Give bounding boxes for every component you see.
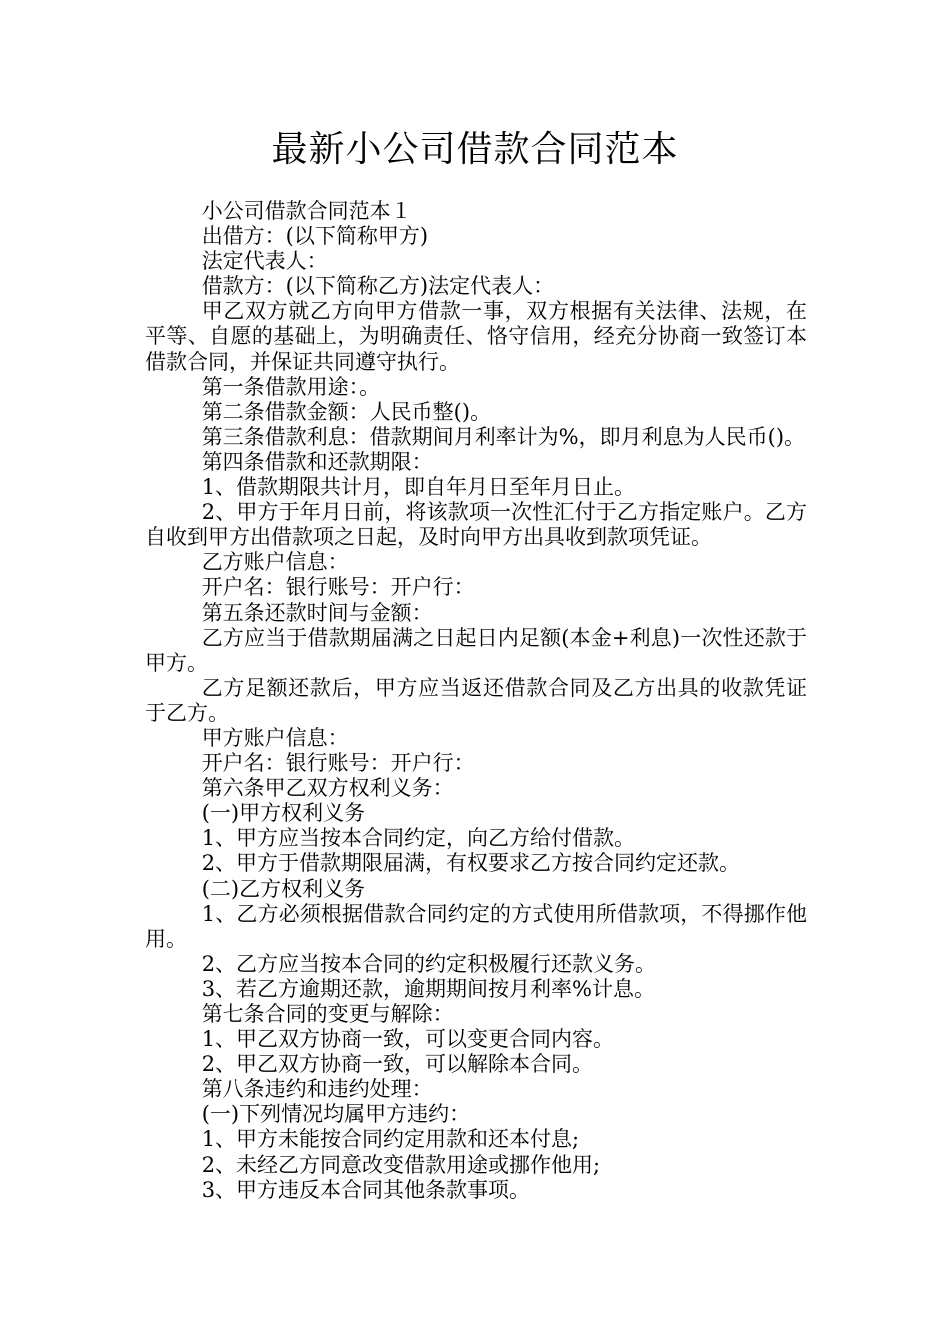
paragraph: 2、未经乙方同意改变借款用途或挪作他用; <box>201 1152 601 1177</box>
paragraph: 2、甲方于借款期限届满，有权要求乙方按合同约定还款。 <box>201 851 741 876</box>
paragraph: 出借方：(以下简称甲方) <box>201 224 429 249</box>
paragraph: 乙方账户信息： <box>201 550 349 575</box>
paragraph: 2、甲方于年月日前，将该款项一次性汇付于乙方指定账户。乙方自收到甲方出借款项之日起，及时向甲方出具收到款项凭证。 <box>145 500 807 550</box>
paragraph: 1、借款期限共计月，即自年月日至年月日止。 <box>201 475 636 500</box>
paragraph: 甲方账户信息： <box>201 725 349 750</box>
paragraph: 小公司借款合同范本１ <box>201 199 412 223</box>
paragraph: 乙方足额还款后，甲方应当返还借款合同及乙方出具的收款凭证于乙方。 <box>145 675 807 725</box>
paragraph: 第四条借款和还款期限： <box>201 449 433 474</box>
paragraph: (一)下列情况均属甲方违约： <box>201 1102 471 1127</box>
paragraph: 1、甲方未能按合同约定用款和还本付息; <box>201 1127 580 1152</box>
paragraph: 第六条甲乙双方权利义务： <box>201 776 454 801</box>
document-title: 最新小公司借款合同范本 <box>271 129 679 170</box>
paragraph: 3、若乙方逾期还款，逾期期间按月利率%计息。 <box>201 976 656 1001</box>
paragraph: 开户名：银行账号：开户行： <box>201 751 475 776</box>
paragraph: 借款方：(以下简称乙方)法定代表人： <box>201 274 555 299</box>
paragraph: 乙方应当于借款期届满之日起日内足额(本金+利息)一次性还款于甲方。 <box>145 625 807 675</box>
document-body <box>145 199 807 1203</box>
paragraph: 第五条还款时间与金额： <box>201 600 433 625</box>
paragraph: (二)乙方权利义务 <box>201 876 366 901</box>
paragraph: 3、甲方违反本合同其他条款事项。 <box>201 1177 531 1202</box>
paragraph: 法定代表人： <box>201 249 328 274</box>
paragraph: 1、乙方必须根据借款合同约定的方式使用所借款项，不得挪作他用。 <box>145 901 807 951</box>
paragraph: 2、甲乙双方协商一致，可以解除本合同。 <box>201 1052 594 1077</box>
paragraph: 开户名：银行账号：开户行： <box>201 575 475 600</box>
paragraph: 第八条违约和违约处理： <box>201 1077 433 1102</box>
paragraph: 甲乙双方就乙方向甲方借款一事，双方根据有关法律、法规，在平等、自愿的基础上，为明确责任、恪守信用，经充分协商一致签订本借款合同，并保证共同遵守执行。 <box>145 299 807 374</box>
paragraph: 第二条借款金额：人民币整()。 <box>201 399 492 424</box>
paragraph: (一)甲方权利义务 <box>201 801 366 826</box>
paragraph: 第三条借款利息：借款期间月利率计为%，即月利息为人民币()。 <box>201 424 806 449</box>
paragraph: 2、乙方应当按本合同的约定积极履行还款义务。 <box>201 951 657 976</box>
paragraph: 1、甲乙双方协商一致，可以变更合同内容。 <box>201 1027 615 1052</box>
paragraph: 第七条合同的变更与解除： <box>201 1002 454 1026</box>
paragraph: 第一条借款用途：。 <box>201 374 381 399</box>
paragraph: 1、甲方应当按本合同约定，向乙方给付借款。 <box>201 826 636 851</box>
